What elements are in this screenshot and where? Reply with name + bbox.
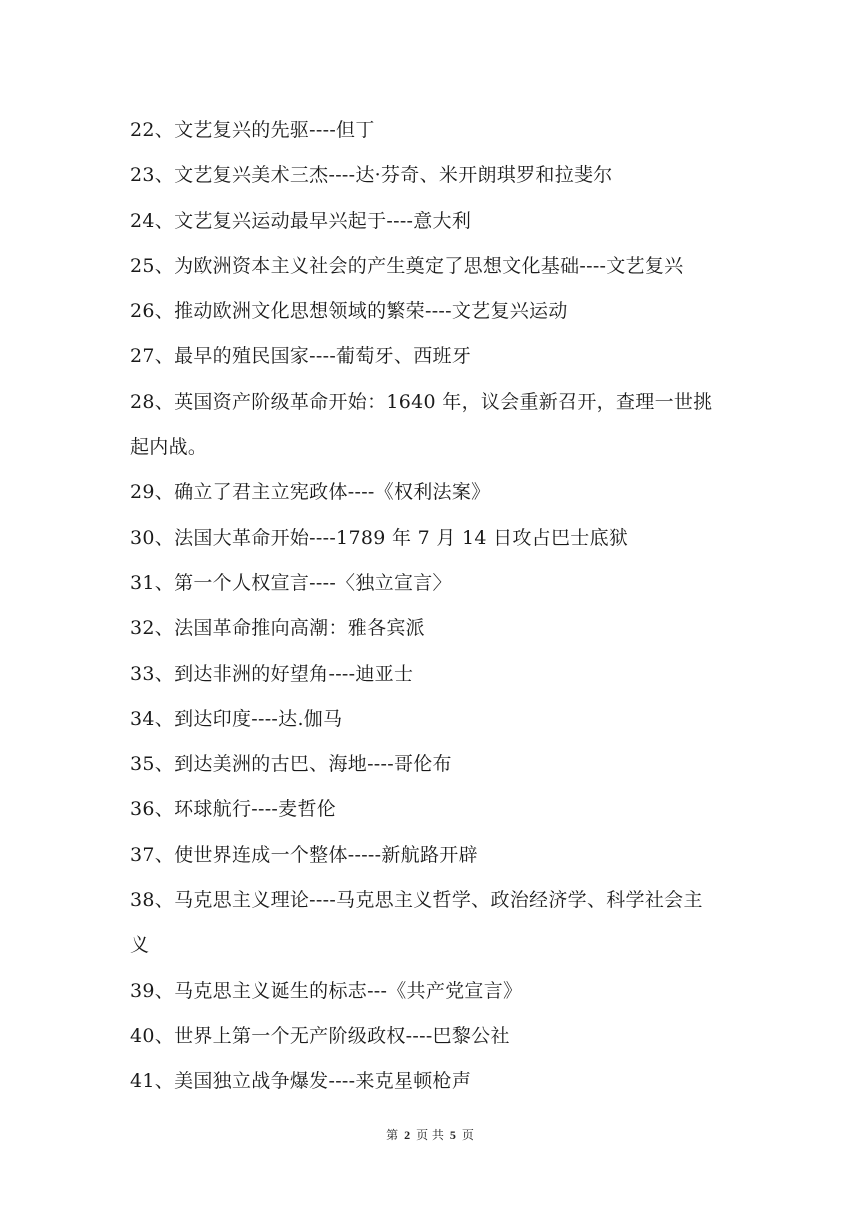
text-line: 36、环球航行----麦哲伦 bbox=[130, 798, 337, 821]
text-line: 28、英国资产阶级革命开始：1640 年，议会重新召开，查理一世挑 bbox=[130, 390, 713, 413]
text-line: 34、到达印度----达.伽马 bbox=[130, 707, 343, 730]
text-line: 32、法国革命推向高潮：雅各宾派 bbox=[130, 617, 425, 640]
text-line: 起内战。 bbox=[130, 436, 208, 459]
text-line: 40、世界上第一个无产阶级政权----巴黎公社 bbox=[130, 1024, 510, 1047]
text-line: 29、确立了君主立宪政体----《权利法案》 bbox=[130, 481, 491, 504]
text-line: 38、马克思主义理论----马克思主义哲学、政治经济学、科学社会主 bbox=[130, 889, 703, 912]
footer-prefix: 第 bbox=[386, 1128, 399, 1142]
text-line: 31、第一个人权宣言----〈独立宣言〉 bbox=[130, 571, 452, 594]
text-line: 24、文艺复兴运动最早兴起于----意大利 bbox=[130, 209, 472, 232]
text-line: 义 bbox=[130, 934, 150, 957]
text-line: 22、文艺复兴的先驱----但丁 bbox=[130, 119, 375, 141]
text-line: 35、到达美洲的古巴、海地----哥伦布 bbox=[130, 753, 452, 776]
text-line: 37、使世界连成一个整体-----新航路开辟 bbox=[130, 843, 478, 866]
current-page-number: 2 bbox=[404, 1128, 411, 1142]
text-line: 39、马克思主义诞生的标志---《共产党宣言》 bbox=[130, 979, 523, 1002]
text-line: 25、为欧洲资本主义社会的产生奠定了思想文化基础----文艺复兴 bbox=[130, 254, 684, 277]
text-line: 23、文艺复兴美术三杰----达·芬奇、米开朗琪罗和拉斐尔 bbox=[130, 164, 613, 187]
text-line: 27、最早的殖民国家----葡萄牙、西班牙 bbox=[130, 345, 472, 368]
text-line: 26、推动欧洲文化思想领域的繁荣----文艺复兴运动 bbox=[130, 300, 568, 323]
text-line: 41、美国独立战争爆发----来克星顿枪声 bbox=[130, 1070, 472, 1093]
footer-suffix: 页 bbox=[461, 1128, 474, 1142]
page-content bbox=[130, 108, 740, 1105]
total-page-count: 5 bbox=[449, 1128, 456, 1142]
page-footer bbox=[0, 1126, 860, 1143]
footer-middle: 页 共 bbox=[416, 1128, 444, 1142]
text-line: 33、到达非洲的好望角----迪亚士 bbox=[130, 662, 414, 685]
text-line: 30、法国大革命开始----1789 年 7 月 14 日攻占巴士底狱 bbox=[130, 526, 629, 549]
